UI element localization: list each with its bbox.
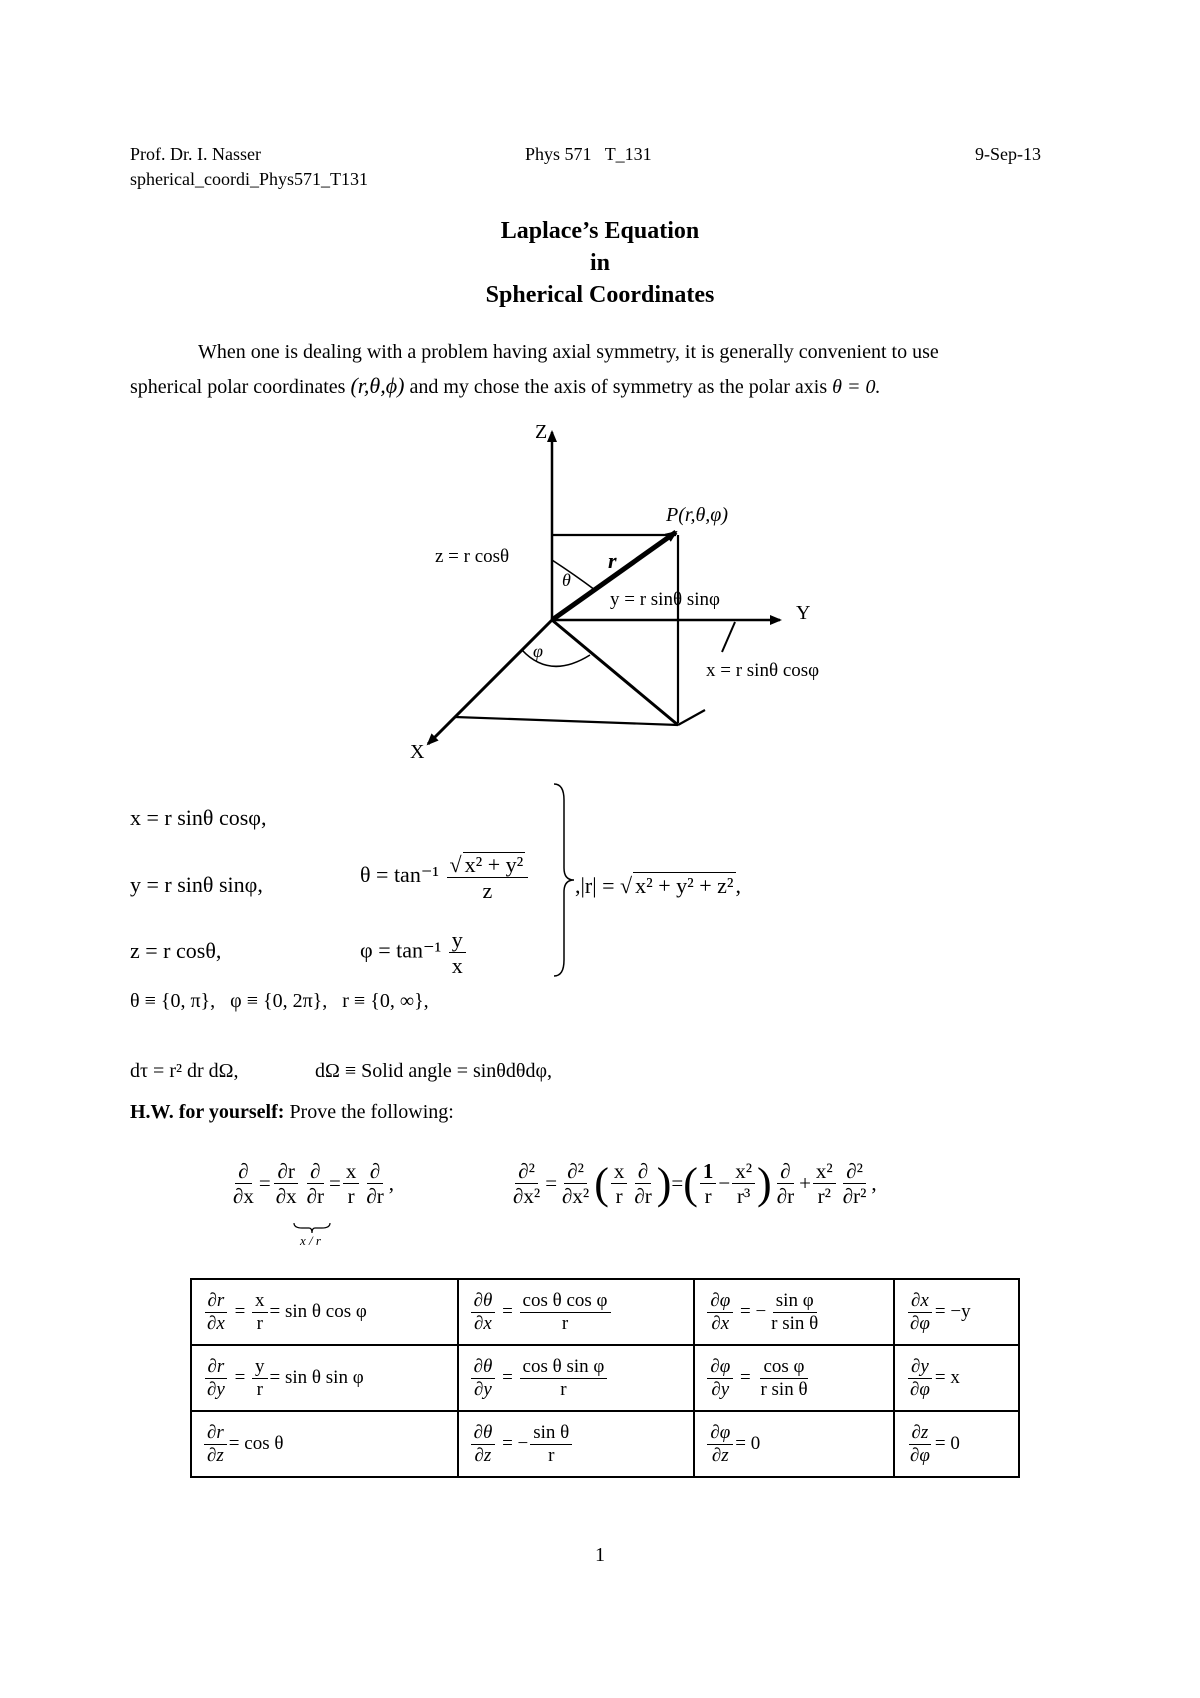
table-cell: $\frac{\partial r}{\partial z}$ = cos θ: [191, 1411, 458, 1477]
eq-theta-frac: $\frac{\text{√ x² + y²}}{z}$: [447, 852, 529, 902]
underbrace-label: x / r: [300, 1233, 321, 1248]
table-cell: $\frac{\partial\theta}{\partial z}$ = − $\frac{\text{sin θ}}{r}$: [458, 1411, 695, 1477]
intro-polar-axis: θ = 0.: [832, 376, 881, 398]
page-number: 1: [595, 1544, 605, 1566]
table-cell: $\frac{\partial\theta}{\partial x}$ = $\frac{\text{cos θ cos φ}}{r}$: [458, 1279, 695, 1345]
header-course: Phys 571 T_131: [525, 144, 652, 164]
table-cell: $\frac{\partial y}{\partial\varphi}$ = x: [894, 1345, 1019, 1411]
table-row: [191, 1411, 1019, 1477]
identity-second-derivative: $\frac{\text{∂²}}{\text{∂x²}}$ = $\frac{\text{∂²}}{\text{∂x²}}$ ( $\frac{x}{r}$ $\frac{\partial}{\partial r}$ ) = ( $\frac{1}{r}$ − $\frac{\text{x²}}{\text{r³}}$ ) $\frac{\partial}{\partial r}$ + $\frac{\text{x²}}{\text{r²}}$ $\frac{\text{∂²}}{\text{∂r²}}$ ,: [513, 1158, 877, 1208]
table-cell: $\frac{\partial\theta}{\partial y}$ = $\frac{\text{cos θ sin φ}}{r}$: [458, 1345, 695, 1411]
point-label: P(r,θ,φ): [666, 504, 728, 526]
table-cell: $\frac{\partial\varphi}{\partial x}$ = − $\frac{\text{sin φ}}{\text{r sin θ}}$: [694, 1279, 894, 1345]
spherical-coordinates-diagram: [0, 0, 1200, 780]
eq-theta-lhs: θ = tan⁻¹: [360, 862, 440, 888]
header-author: Prof. Dr. I. Nasser: [130, 144, 261, 164]
table-cell: $\frac{\partial r}{\partial x}$ = $\frac{x}{r}$ = sin θ cos φ: [191, 1279, 458, 1345]
x-axis: [428, 620, 552, 744]
derivative-table: [190, 1278, 1020, 1478]
intro-line-2-mid: and my chose the axis of symmetry as the polar axis: [409, 376, 828, 398]
eq-domega: dΩ ≡ Solid angle = sinθdθdφ,: [315, 1060, 553, 1082]
table-row: [191, 1345, 1019, 1411]
title-line-1: Laplace’s Equation: [500, 218, 700, 244]
table-cell: $\frac{\partial\varphi}{\partial y}$ = $\frac{\text{cos φ}}{\text{r sin θ}}$: [694, 1345, 894, 1411]
underbrace: [292, 1222, 332, 1234]
eq-z-def: z = r cosθ,: [130, 938, 222, 963]
intro-coords: (r,θ,ϕ): [350, 373, 405, 398]
x-parallel-edge: [678, 710, 705, 725]
homework-label: H.W. for yourself:: [130, 1101, 285, 1123]
eq-r-mag-rad: x² + y² + z²: [635, 873, 734, 898]
title-line-3: Spherical Coordinates: [485, 282, 715, 308]
eq-phi-den: x: [451, 953, 463, 979]
axis-x-label: X: [410, 741, 425, 763]
eq-phi-def: [360, 928, 468, 977]
r-label: r: [608, 548, 617, 573]
table-cell: $\frac{\partial x}{\partial\varphi}$ = −y: [894, 1279, 1019, 1345]
y-parallel-edge: [455, 717, 678, 725]
xy-projection-line: [552, 620, 678, 725]
eq-ranges: θ ≡ {0, π}, φ ≡ {0, 2π}, r ≡ {0, ∞},: [130, 990, 429, 1012]
eq-dtau: dτ = r² dr dΩ,: [130, 1060, 239, 1082]
table-row: [191, 1279, 1019, 1345]
header-filename: spherical_coordi_Phys571_T131: [130, 169, 368, 189]
header-date: 9-Sep-13: [975, 144, 1041, 164]
eq-theta-num: x² + y²: [464, 852, 524, 877]
eq-phi-num: y: [449, 928, 466, 953]
axis-z-label: Z: [535, 421, 548, 443]
eq-theta-den: z: [482, 878, 493, 904]
eq-r-mag-lhs: ,|r| =: [575, 873, 615, 898]
eq-phi-lhs: φ = tan⁻¹: [360, 937, 442, 963]
eq-x-def: x = r sinθ cosφ,: [130, 805, 267, 830]
intro-line-1: When one is dealing with a problem having axial symmetry, it is generally convenient to use: [198, 341, 939, 363]
theta-arc: [552, 560, 595, 590]
identity-first-derivative: $\frac{\partial}{\partial x}$ = $\frac{\partial r}{\partial x}$ $\frac{\partial}{\partial r}$ = $\frac{x}{r}$ $\frac{\partial}{\partial r}$ ,: [233, 1159, 394, 1209]
theta-label: θ: [562, 570, 571, 590]
axis-y-label: Y: [796, 602, 811, 624]
x-eq-label: x = r sinθ cosφ: [706, 660, 820, 681]
y-axis-tick: [722, 622, 735, 652]
table-cell: $\frac{\partial z}{\partial\varphi}$ = 0: [894, 1411, 1019, 1477]
intro-line-2-start: spherical polar coordinates: [130, 376, 346, 398]
z-eq-label: z = r cosθ: [435, 546, 510, 567]
eq-r-mag-end: ,: [735, 873, 741, 898]
table-cell: $\frac{\partial\varphi}{\partial z}$ = 0: [694, 1411, 894, 1477]
phi-label: φ: [533, 641, 543, 661]
title-line-2: in: [589, 250, 610, 276]
y-eq-label: y = r sinθ sinφ: [610, 589, 720, 610]
eq-y-def: y = r sinθ sinφ,: [130, 872, 263, 897]
eq-theta-def: [360, 852, 530, 902]
homework-line: [130, 1096, 454, 1129]
table-cell: $\frac{\partial r}{\partial y}$ = $\frac{y}{r}$ = sin θ sin φ: [191, 1345, 458, 1411]
eq-phi-frac: [449, 928, 466, 977]
eq-r-magnitude: ,|r| = √ x² + y² + z²,: [575, 873, 741, 898]
homework-text: Prove the following:: [289, 1101, 454, 1123]
